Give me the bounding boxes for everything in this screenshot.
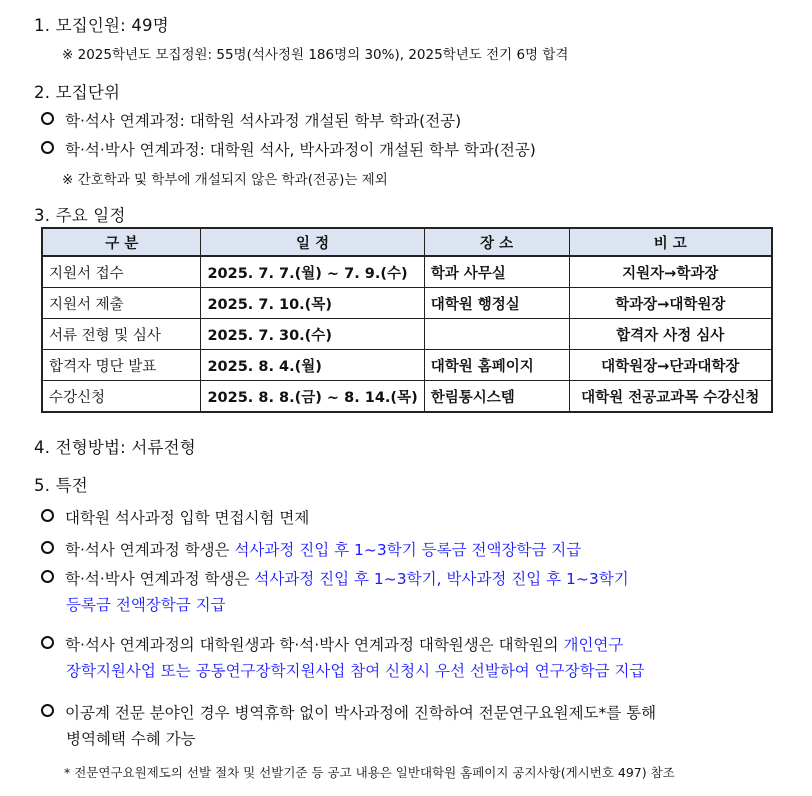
table-row — [42, 256, 772, 288]
table-cell: 대학원 전공교과목 수강신청 — [569, 381, 772, 413]
table-cell: 한림통시스템 — [424, 381, 569, 413]
table-cell: 수강신청 — [42, 381, 201, 413]
table-cell: 지원서 제출 — [42, 288, 201, 319]
table-row — [42, 381, 772, 413]
table-row — [42, 319, 772, 350]
recruit-unit-item — [41, 138, 536, 160]
circle-bullet-icon — [41, 636, 54, 649]
benefit-highlight: 등록금 전액장학금 지급 — [66, 596, 226, 614]
section-5-title: 5. 특전 — [34, 476, 88, 495]
benefit-item — [41, 700, 656, 752]
circle-bullet-icon — [41, 541, 54, 554]
benefit-item — [41, 632, 644, 684]
benefit-highlight: 개인연구 — [563, 636, 624, 654]
schedule-table — [41, 227, 773, 413]
table-cell: 대학원장→단과대학장 — [569, 350, 772, 381]
recruit-unit-text: 학·석·박사 연계과정: 대학원 석사, 박사과정이 개설된 학부 학과(전공) — [65, 141, 536, 159]
column-header: 장 소 — [424, 228, 569, 256]
table-cell: 지원서 접수 — [42, 256, 201, 288]
table-cell: 서류 전형 및 심사 — [42, 319, 201, 350]
benefit-item — [41, 538, 581, 560]
benefit-text: 대학원 석사과정 입학 면접시험 면제 — [65, 509, 310, 527]
benefit-text: 병역혜택 수혜 가능 — [66, 730, 196, 748]
section-2-title: 2. 모집단위 — [34, 83, 121, 102]
benefit-text: 이공계 전문 분야인 경우 병역휴학 없이 박사과정에 진학하여 전문연구요원제도*를 통해 — [65, 704, 657, 722]
table-cell: 2025. 7. 7.(월) ~ 7. 9.(수) — [201, 256, 424, 288]
recruit-unit-item — [41, 109, 461, 131]
table-row — [42, 350, 772, 381]
benefit-text: 학·석사 연계과정 학생은 — [65, 541, 235, 559]
circle-bullet-icon — [41, 112, 54, 125]
table-cell: 2025. 7. 10.(목) — [201, 288, 424, 319]
circle-bullet-icon — [41, 509, 54, 522]
benefit-item — [41, 506, 309, 528]
circle-bullet-icon — [41, 704, 54, 717]
table-cell: 학과장→대학원장 — [569, 288, 772, 319]
section-1-title: 1. 모집인원: 49명 — [34, 16, 169, 35]
table-header-row — [42, 228, 772, 256]
table-cell: 대학원 행정실 — [424, 288, 569, 319]
benefit-item — [41, 566, 629, 618]
column-header: 구 분 — [42, 228, 201, 256]
section-4-title: 4. 전형방법: 서류전형 — [34, 438, 196, 457]
column-header: 비 고 — [569, 228, 772, 256]
section-1-note: ※ 2025학년도 모집정원: 55명(석사정원 186명의 30%), 2025학년도 전기 6명 합격 — [62, 47, 569, 63]
table-cell: 학과 사무실 — [424, 256, 569, 288]
recruit-unit-text: 학·석사 연계과정: 대학원 석사과정 개설된 학부 학과(전공) — [65, 112, 462, 130]
table-cell: 합격자 사정 심사 — [569, 319, 772, 350]
footnote: * 전문연구요원제도의 선발 절차 및 선발기준 등 공고 내용은 일반대학원 홈페이지 공지사항(게시번호 497) 참조 — [64, 765, 675, 780]
table-cell: 대학원 홈페이지 — [424, 350, 569, 381]
section-3-title: 3. 주요 일정 — [34, 206, 126, 225]
table-cell: 합격자 명단 발표 — [42, 350, 201, 381]
circle-bullet-icon — [41, 570, 54, 583]
benefit-text: 학·석사 연계과정의 대학원생과 학·석·박사 연계과정 대학원생은 대학원의 — [65, 636, 564, 654]
table-row — [42, 288, 772, 319]
table-cell — [424, 319, 569, 350]
benefit-highlight: 장학지원사업 또는 공동연구장학지원사업 참여 신청시 우선 선발하여 연구장학금 지급 — [66, 662, 645, 680]
table-cell: 2025. 8. 8.(금) ~ 8. 14.(목) — [201, 381, 424, 413]
benefit-highlight: 석사과정 진입 후 1~3학기 등록금 전액장학금 지급 — [234, 541, 582, 559]
table-cell: 2025. 7. 30.(수) — [201, 319, 424, 350]
column-header: 일 정 — [201, 228, 424, 256]
section-2-note: ※ 간호학과 및 학부에 개설되지 않은 학과(전공)는 제외 — [62, 172, 388, 188]
benefit-text: 학·석·박사 연계과정 학생은 — [65, 570, 255, 588]
circle-bullet-icon — [41, 141, 54, 154]
benefit-highlight: 석사과정 진입 후 1~3학기, 박사과정 진입 후 1~3학기 — [254, 570, 629, 588]
table-cell: 지원자→학과장 — [569, 256, 772, 288]
table-cell: 2025. 8. 4.(월) — [201, 350, 424, 381]
